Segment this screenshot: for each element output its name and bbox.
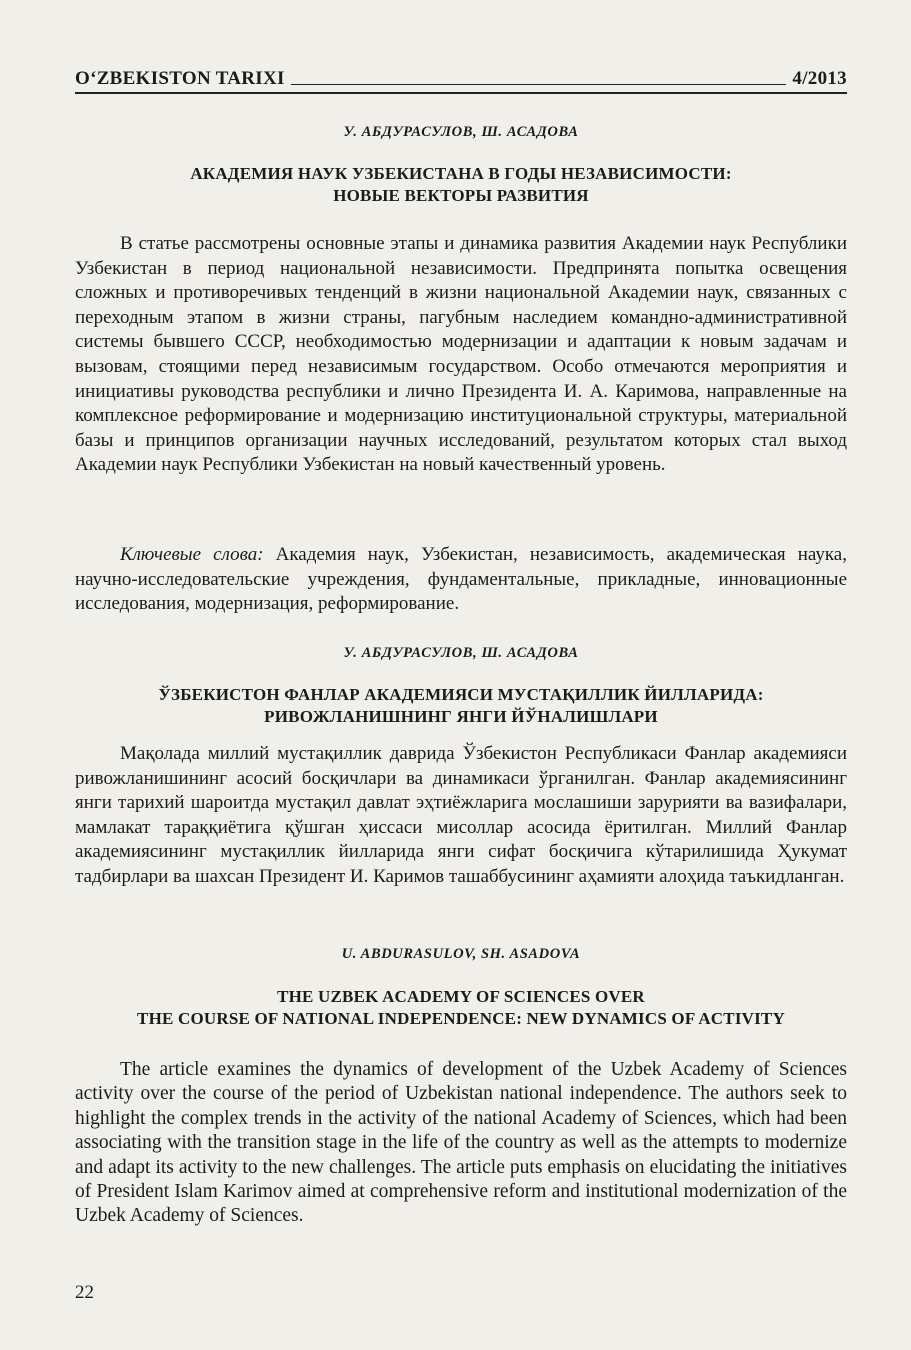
- en-authors: U. ABDURASULOV, SH. ASADOVA: [341, 946, 581, 962]
- uz-authors: У. АБДУРАСУЛОВ, Ш. АСАДОВА: [343, 645, 579, 661]
- uz-title-line-1: ЎЗБЕКИСТОН ФАНЛАР АКАДЕМИЯСИ МУСТАҚИЛЛИК ЙИЛЛАРИДА:: [158, 685, 764, 704]
- uz-title: [75, 684, 847, 728]
- ru-keywords-text: Академия наук, Узбекистан, независимость, академическая наука, научно-исследовательские учреждения, фундаментальные, прикладные, инновационные исследования, модернизация, реформирование.: [75, 544, 847, 615]
- journal-title: O‘ZBEKISTON TARIXI: [75, 68, 285, 89]
- header-leader-line: [291, 84, 787, 85]
- uz-title-line-2: РИВОЖЛАНИШНИНГ ЯНГИ ЙЎНАЛИШЛАРИ: [264, 707, 658, 726]
- en-abstract: The article examines the dynamics of development of the Uzbek Academy of Sciences activity over the course of the period of Uzbekistan national independence. The authors seek to highlight the complex trends in the activity of the national Academy of Sciences, which had been associating with the transition stage in the life of the country as well as the attempts to modernize and adapt its activity to the new challenges. The article puts emphasis on elucidating the initiatives of President Islam Karimov aimed at comprehensive reform and institutional modernization of the Uzbek Academy of Sciences.: [75, 1059, 847, 1227]
- uz-abstract: Мақолада миллий мустақиллик даврида Ўзбекистон Республикаси Фанлар академияси ривожланишининг асосий босқичлари ва динамикаси ўрганилган. Фанлар академиясининг янги тарихий шароитда мустақил давлат эҳтиёжларига мослашиши зарурияти ва вазифалари, мамлакат тараққиётига қўшган ҳиссаси мисоллар асосида ёритилган. Миллий Фанлар академиясининг мустақиллик йилларида янги сифат босқичига кўтарилишида Ҳукумат тадбирлари ва шахсан Президент И. Каримов ташаббусининг аҳамияти алоҳида таъкидланган.: [75, 743, 847, 887]
- page-number: 22: [75, 1282, 94, 1303]
- running-header: [75, 62, 847, 90]
- ru-keywords-label: Ключевые слова:: [120, 544, 264, 565]
- ru-title-line-2: НОВЫЕ ВЕКТОРЫ РАЗВИТИЯ: [333, 186, 589, 205]
- en-title-line-2: THE COURSE OF NATIONAL INDEPENDENCE: NEW DYNAMICS OF ACTIVITY: [137, 1009, 785, 1028]
- en-title: [75, 986, 847, 1030]
- en-title-line-1: THE UZBEK ACADEMY OF SCIENCES OVER: [277, 987, 645, 1006]
- ru-title: [75, 163, 847, 207]
- ru-keywords: [75, 543, 847, 617]
- ru-title-line-1: АКАДЕМИЯ НАУК УЗБЕКИСТАНА В ГОДЫ НЕЗАВИСИМОСТИ:: [190, 164, 732, 183]
- ru-abstract: В статье рассмотрены основные этапы и динамика развития Академии наук Республики Узбекистан в период национальной независимости. Предпринята попытка освещения сложных и противоречивых тенденций в жизни национальной Академии наук, связанных с переходным этапом в жизни страны, пагубным наследием командно-административной системы бывшего СССР, необходимостью модернизации и адаптации к новым задачам и вызовам, стоящими перед независимым государством. Особо отмечаются мероприятия и инициативы руководства республики и лично Президента И. А. Каримова, направленные на комплексное реформирование и модернизацию институциональной структуры, материальной базы и принципов организации научных исследований, результатом которых стал выход Академии наук Республики Узбекистан на новый качественный уровень.: [75, 233, 847, 476]
- issue-number: 4/2013: [792, 68, 847, 89]
- header-rule: [75, 92, 847, 94]
- ru-authors: У. АБДУРАСУЛОВ, Ш. АСАДОВА: [343, 124, 579, 140]
